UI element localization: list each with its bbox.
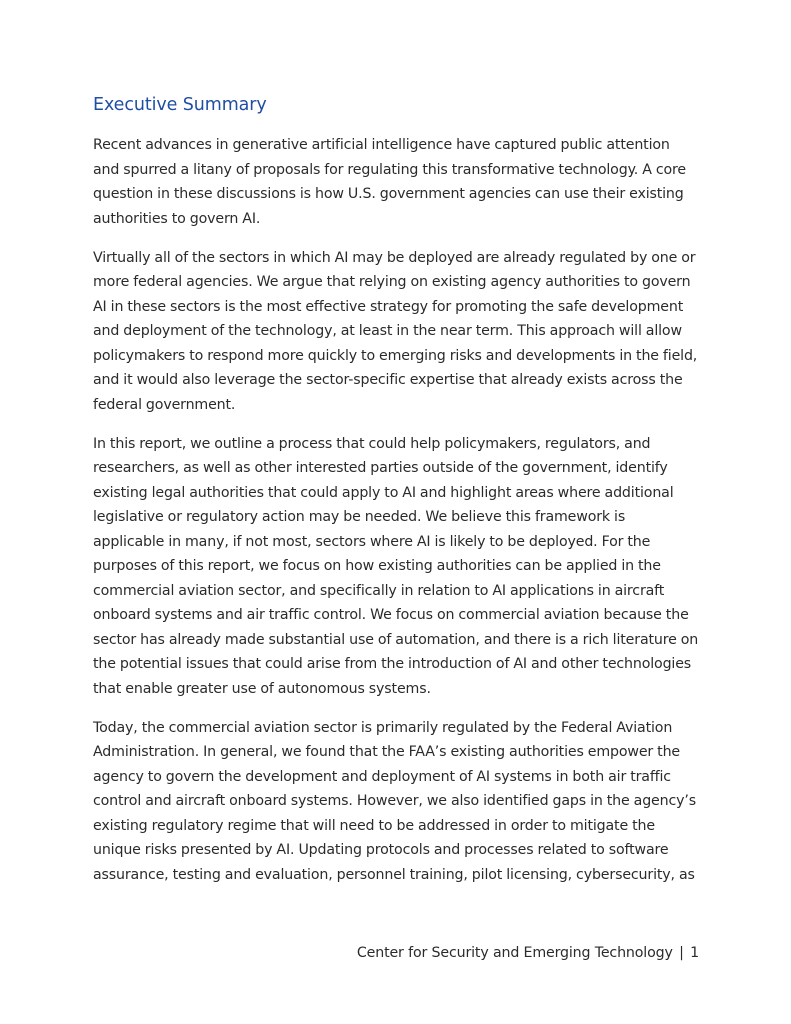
paragraph-4: Today, the commercial aviation sector is primarily regulated by the Federal Aviation Administration. In general, we found that the FAA’s existing authorities empower the agency to govern the development and deployment of AI systems in both air traffic control and aircraft onboard systems. However, we also identified gaps in the agency’s existing regulatory regime that will need to be addressed in order to mitigate the unique risks presented by AI. Updating protocols and processes related to software assurance, testing and evaluation, personnel training, pilot licensing, cybersecurity, as xyxy=(93,719,696,883)
footer-separator: | xyxy=(679,945,684,961)
paragraph-3: In this report, we outline a process that could help policymakers, regulators, and researchers, as well as other interested parties outside of the government, identify existing legal authorities that could apply to AI and highlight areas where additional legislative or regulatory action may be needed. We believe this framework is applicable in many, if not most, sectors where AI is likely to be deployed. For the purposes of this report, we focus on how existing authorities can be applied in the commercial aviation sector, and specifically in relation to AI applications in aircraft onboard systems and air traffic control. We focus on commercial aviation because the sector has already made substantial use of automation, and there is a rich literature on the potential issues that could arise from the introduction of AI and other technologies that enable greater use of autonomous systems. xyxy=(93,435,699,697)
paragraph-1: Recent advances in generative artificial intelligence have captured public attention and spurred a litany of proposals for regulating this transformative technology. A core question in these discussions is how U.S. government agencies can use their existing authorities to govern AI. xyxy=(93,137,686,227)
paragraph-2: Virtually all of the sectors in which AI may be deployed are already regulated by one or more federal agencies. We argue that relying on existing agency authorities to govern AI in these sectors is the most effective strategy for promoting the safe development and deployment of the technology, at least in the near term. This approach will allow policymakers to respond more quickly to emerging risks and developments in the field, and it would also leverage the sector-specific expertise that already exists across the federal government. xyxy=(93,249,698,413)
section-heading: Executive Summary xyxy=(93,95,267,115)
page-footer xyxy=(357,941,699,965)
page-content xyxy=(93,92,699,902)
footer-page-number: 1 xyxy=(690,945,699,961)
footer-org: Center for Security and Emerging Technology xyxy=(356,945,673,961)
